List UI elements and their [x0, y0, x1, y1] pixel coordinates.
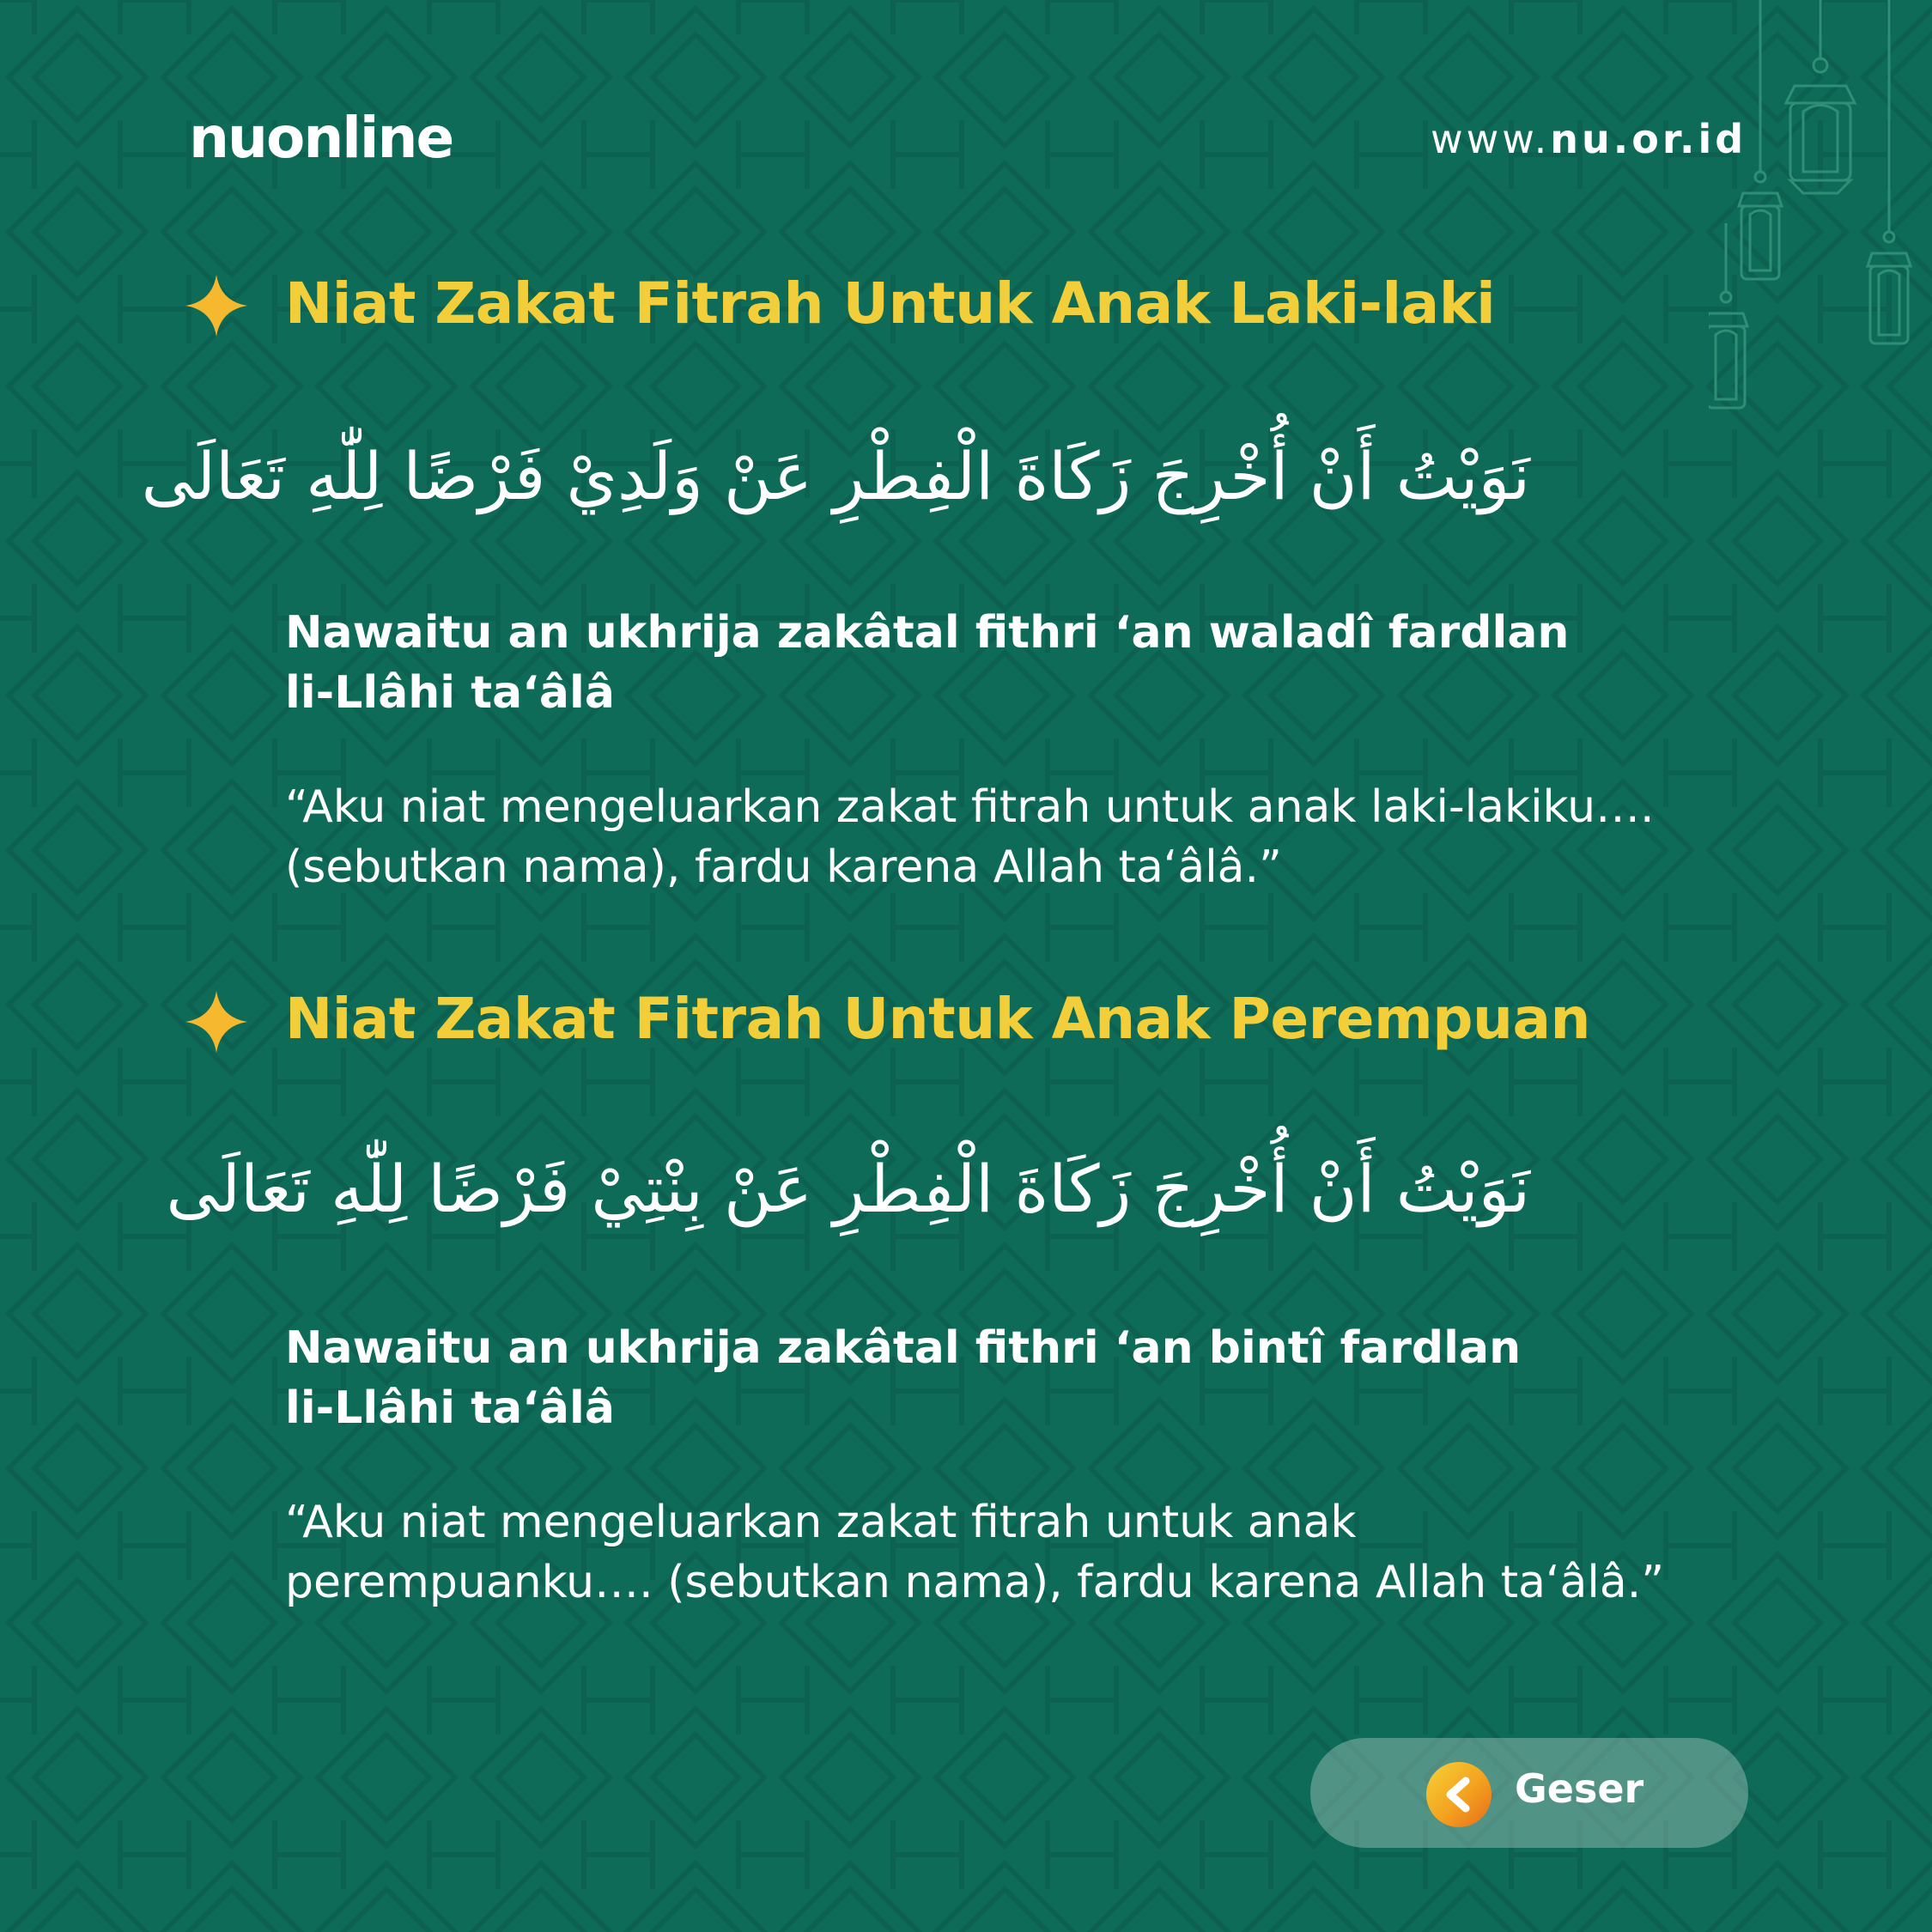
section-title-laki-laki: Niat Zakat Fitrah Untuk Anak Laki-laki: [285, 270, 1496, 337]
url-prefix: www.: [1431, 116, 1551, 162]
geser-button[interactable]: [1310, 1738, 1748, 1848]
transliteration-perempuan: [285, 1318, 1573, 1438]
sparkle-icon: [185, 991, 247, 1053]
url-domain: nu.or.id: [1550, 116, 1747, 162]
transliteration-laki-laki: [285, 603, 1573, 723]
geser-label: Geser: [1515, 1765, 1644, 1812]
arabic-niat-laki-laki: نَوَيْتُ أَنْ أُخْرِجَ زَكَاةَ الْفِطْرِ عَنْ وَلَدِيْ فَرْضًا لِلّٰهِ تَعَالَى: [141, 438, 1530, 514]
chevron-left-icon: [1426, 1762, 1492, 1827]
transliteration-line: li-Llâhi ta‘âlâ: [285, 667, 615, 719]
lanterns-decoration: [1709, 0, 1932, 447]
translation-line: perempuanku…. (sebutkan nama), fardu karena Allah ta‘âlâ.”: [285, 1557, 1665, 1608]
website-url[interactable]: [1431, 116, 1747, 162]
transliteration-line: Nawaitu an ukhrija zakâtal fithri ‘an bintî fardlan: [285, 1322, 1522, 1374]
translation-laki-laki: [285, 777, 1745, 897]
transliteration-line: li-Llâhi ta‘âlâ: [285, 1382, 615, 1434]
nuonline-logo: nuonline: [189, 105, 453, 171]
transliteration-line: Nawaitu an ukhrija zakâtal fithri ‘an waladî fardlan: [285, 607, 1570, 659]
translation-line: “Aku niat mengeluarkan zakat fitrah untuk anak laki-lakiku….: [285, 781, 1655, 833]
translation-perempuan: [285, 1492, 1745, 1613]
sparkle-icon: [185, 275, 247, 337]
arabic-niat-perempuan: نَوَيْتُ أَنْ أُخْرِجَ زَكَاةَ الْفِطْرِ عَنْ بِنْتِيْ فَرْضًا لِلّٰهِ تَعَالَى: [166, 1151, 1530, 1227]
translation-line: (sebutkan nama), fardu karena Allah ta‘âlâ.”: [285, 841, 1282, 893]
section-title-perempuan: Niat Zakat Fitrah Untuk Anak Perempuan: [285, 986, 1591, 1052]
translation-line: “Aku niat mengeluarkan zakat fitrah untuk anak: [285, 1497, 1357, 1548]
